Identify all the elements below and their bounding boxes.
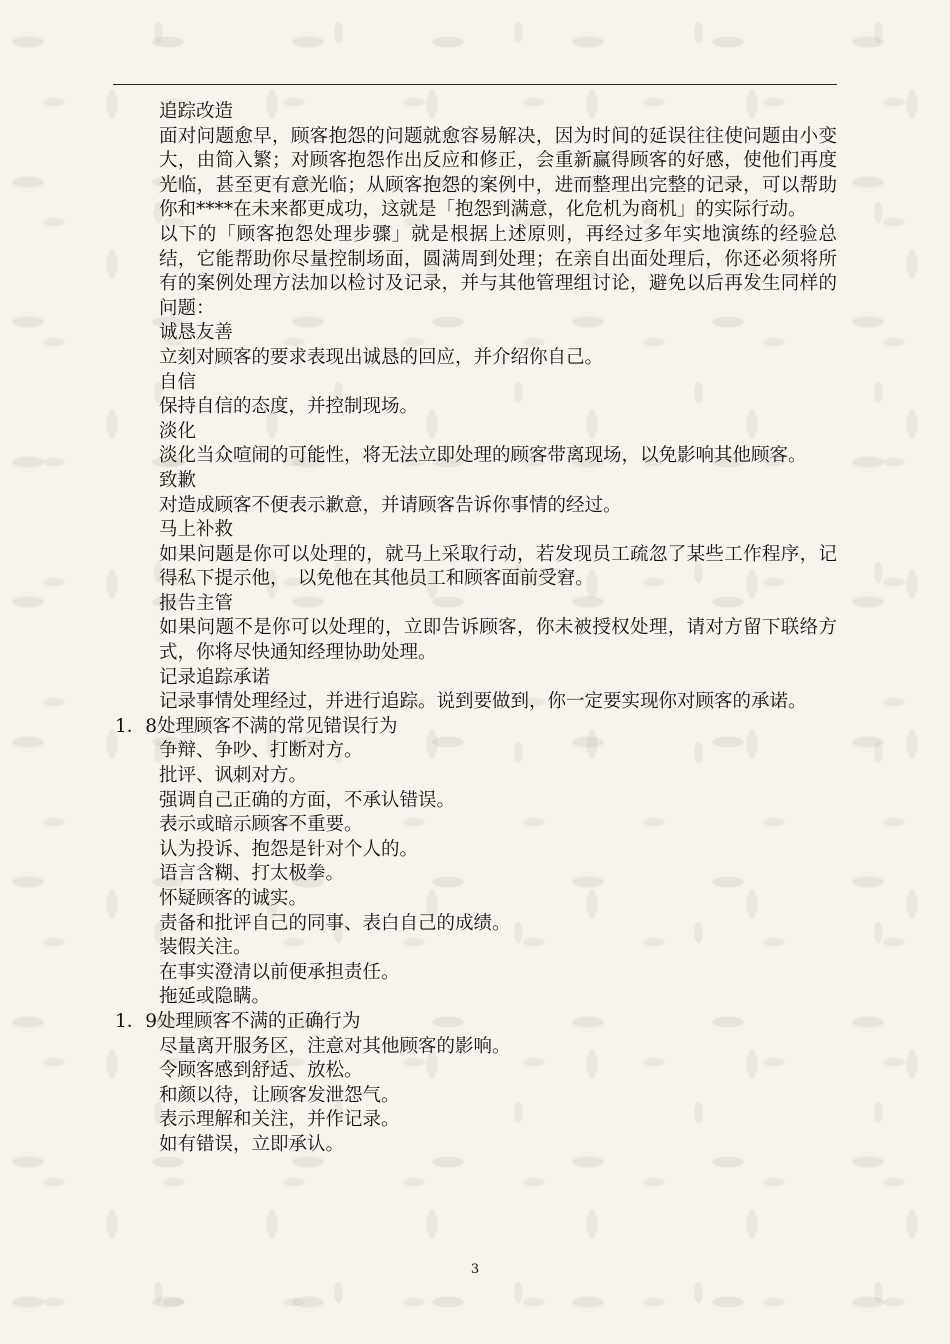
text-line: 尽量离开服务区，注意对其他顾客的影响。 [159, 1035, 511, 1057]
text-line: 批评、讽刺对方。 [159, 765, 308, 787]
text-line: 装假关注。 [159, 937, 252, 959]
text-line: 1．9处理顾客不满的正确行为 [115, 1010, 361, 1032]
text-line: 责备和批评自己的同事、表白自己的成绩。 [159, 912, 511, 934]
text-line: 怀疑顾客的诚实。 [159, 888, 308, 909]
paragraph: 记录事情处理经过，并进行追踪。说到要做到，你一定要实现你对顾客的承诺。 [159, 691, 807, 713]
text-line: 报告主管 [159, 592, 234, 614]
text-line: 表示理解和关注，并作记录。 [159, 1109, 400, 1131]
text-line: 语言含糊、打太极拳。 [159, 863, 345, 885]
text-line: 记录追踪承诺 [159, 666, 271, 688]
paragraph: 如果问题是你可以处理的，就马上采取行动，若发现员工疏忽了某些工作程序，记得私下提示他， 以免他在其他员工和顾客面前受窘。 [159, 543, 837, 590]
paragraph: 如果问题不是你可以处理的，立即告诉顾客，你未被授权处理，请对方留下联络方式，你将尽快通知经理协助处理。 [159, 617, 837, 664]
text-line: 淡化 [159, 420, 197, 442]
text-line: 保持自信的态度，并控制现场。 [159, 396, 419, 418]
text-line: 立刻对顾客的要求表现出诚恳的回应，并介绍你自己。 [159, 346, 604, 368]
text-line: 令顾客感到舒适、放松。 [159, 1060, 363, 1082]
text-line: 致歉 [159, 469, 197, 491]
page-number: 3 [470, 1262, 480, 1277]
document-body [115, 100, 837, 1158]
text-line: 如有错误，立即承认。 [159, 1133, 345, 1155]
paragraph: 以下的「顾客抱怨处理步骤」就是根据上述原则，再经过多年实地演练的经验总结，它能帮助你尽量控制场面，圆满周到处理；在亲自出面处理后，你还必须将所有的案例处理方法加以检讨及记录，并与其他管理组讨论，避免以后再发生同样的问题： [159, 223, 837, 319]
text-line: 自信 [159, 371, 197, 393]
text-line: 追踪改造 [159, 101, 234, 122]
header-rule [113, 84, 837, 85]
paragraph: 淡化当众喧闹的可能性，将无法立即处理的顾客带离现场，以免影响其他顾客。 [159, 445, 807, 467]
text-line: 争辩、争吵、打断对方。 [159, 740, 363, 762]
text-line: 拖延或隐瞒。 [159, 986, 271, 1008]
paragraph: 面对问题愈早，顾客抱怨的问题就愈容易解决，因为时间的延误往往使问题由小变大，由简入繁；对顾客抱怨作出反应和修正，会重新赢得顾客的好感，使他们再度光临，甚至更有意光临；从顾客抱怨的案例中，进而整理出完整的记录，可以帮助你和****在未来都更成功，这就是「抱怨到满意，化危机为商机」的实际行动。 [159, 125, 837, 221]
text-line: 表示或暗示顾客不重要。 [159, 814, 363, 836]
text-line: 强调自己正确的方面，不承认错误。 [159, 789, 456, 811]
text-line: 和颜以待，让顾客发泄怨气。 [159, 1084, 400, 1106]
text-line: 认为投诉、抱怨是针对个人的。 [159, 838, 419, 860]
text-line: 在事实澄清以前便承担责任。 [159, 961, 400, 983]
text-line: 马上补救 [159, 519, 234, 541]
text-line: 对造成顾客不便表示歉意，并请顾客告诉你事情的经过。 [159, 494, 622, 516]
text-line: 诚恳友善 [159, 322, 234, 344]
text-line: 1．8处理顾客不满的常见错误行为 [115, 715, 398, 737]
